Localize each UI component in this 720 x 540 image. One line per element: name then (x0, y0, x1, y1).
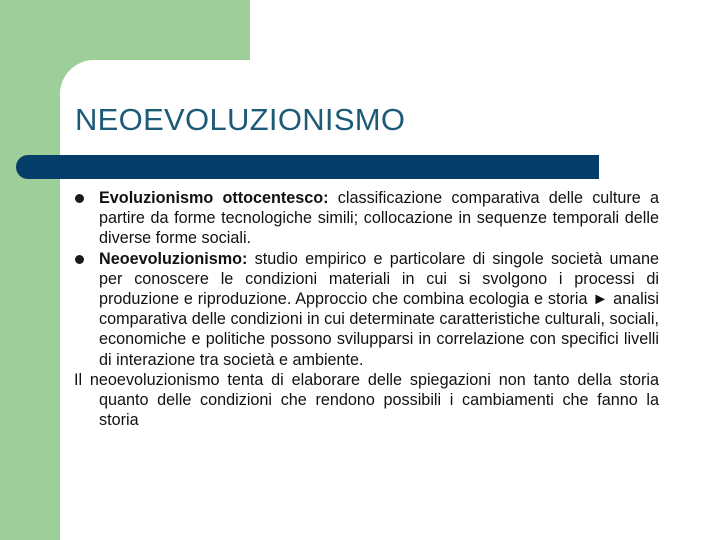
bullet-dot-icon (75, 194, 84, 203)
bullet-item (74, 188, 659, 249)
title-underline-bar (16, 155, 599, 179)
bullet-term: Evoluzionismo ottocentesco: (99, 189, 329, 207)
slide-body (74, 188, 659, 430)
closing-paragraph: Il neoevoluzionismo tenta di elaborare delle spiegazioni non tanto della storia quanto delle condizioni che rendono possibili i cambiamenti che fanno la storia (74, 370, 659, 430)
bullet-dot-icon (75, 255, 84, 264)
decorative-green-stripe-left (0, 0, 60, 540)
bullet-item (74, 249, 659, 370)
bullet-text: classificazione comparativa delle culture a partire da forme tecnologiche simili; collocazione in sequenze temporali delle diverse forme sociali. (99, 189, 659, 248)
bullet-term: Neoevoluzionismo: (99, 249, 248, 268)
slide-title: NEOEVOLUZIONISMO (75, 102, 406, 137)
bullet-text: studio empirico e particolare di singole società umane per conoscere le condizioni materiali in cui si svolgono i processi di produzione e riproduzione. Approccio che combina ecologia e storia ► analisi comparativa delle condizioni in cui determinate caratteristiche culturali, sociali, economiche e politiche possono svilupparsi in correlazione con specifici livelli di interazione tra società e ambiente. (99, 249, 659, 369)
